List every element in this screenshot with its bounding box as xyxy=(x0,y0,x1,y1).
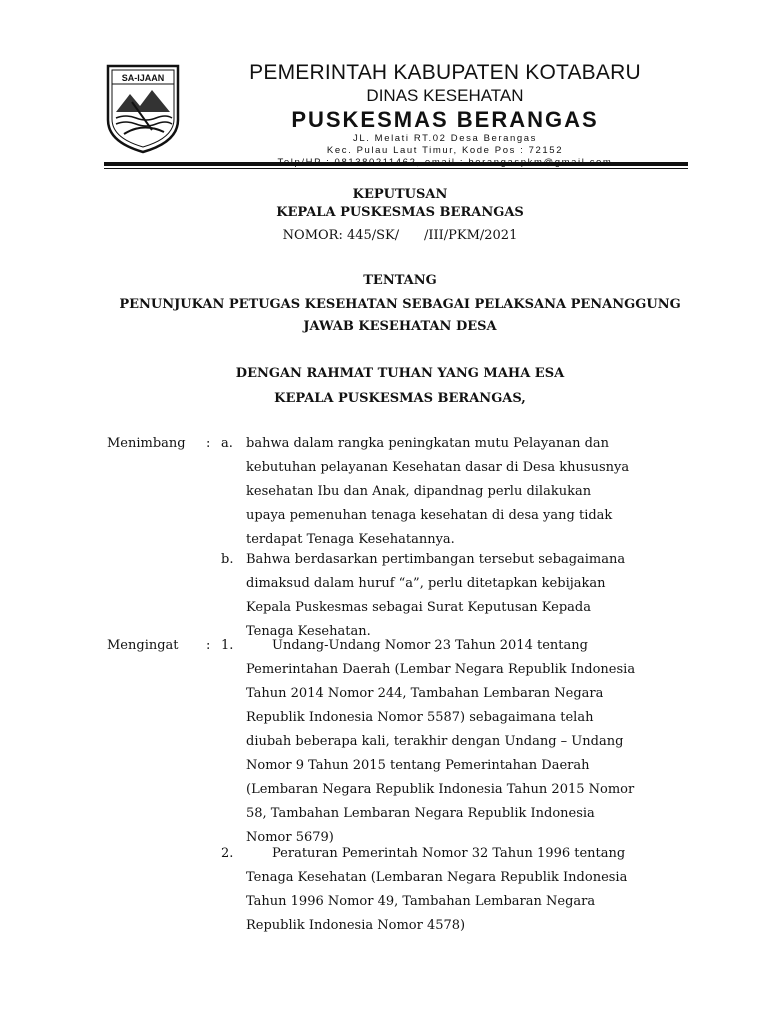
subject-line-1: PENUNJUKAN PETUGAS KESEHATAN SEBAGAI PELAKSANA PENANGGUNG xyxy=(119,297,681,312)
logo-text: SA-IJAAN xyxy=(121,73,165,83)
letterhead-address-2: Kec. Pulau Laut Timur, Kode Pos : 72152 xyxy=(326,145,564,156)
text-line: upaya pemenuhan tenaga kesehatan di desa yang tidak xyxy=(246,508,613,523)
menimbang-colon: : xyxy=(206,436,211,451)
text-line: bahwa dalam rangka peningkatan mutu Pelayanan dan xyxy=(246,436,610,451)
kotabaru-logo-icon xyxy=(102,62,184,154)
letterhead-department: DINAS KESEHATAN xyxy=(366,86,524,105)
mengingat-item-1 xyxy=(246,634,686,850)
letterhead-government: PEMERINTAH KABUPATEN KOTABARU xyxy=(249,61,641,84)
kepala-line: KEPALA PUSKESMAS BERANGAS, xyxy=(274,391,526,406)
text-line: Nomor 9 Tahun 2015 tentang Pemerintahan Daerah xyxy=(246,758,590,773)
text-line: Undang-Undang Nomor 23 Tahun 2014 tentang xyxy=(272,638,588,653)
text-line: diubah beberapa kali, terakhir dengan Undang – Undang xyxy=(246,734,624,749)
mengingat-label: Mengingat xyxy=(107,638,179,653)
letterhead-address-1: JL. Melati RT.02 Desa Berangas xyxy=(352,133,538,144)
text-line: Tenaga Kesehatan (Lembaran Negara Republik Indonesia xyxy=(246,870,628,885)
text-line: kesehatan Ibu dan Anak, dipandnag perlu dilakukan xyxy=(246,484,592,499)
subject-line-2: JAWAB KESEHATAN DESA xyxy=(303,319,497,334)
letterhead-rule-thick xyxy=(104,162,688,166)
mengingat-marker-1: 1. xyxy=(221,638,234,653)
text-line: Tenaga Kesehatan. xyxy=(246,624,371,639)
mengingat-item-2 xyxy=(246,842,686,938)
text-line: Peraturan Pemerintah Nomor 32 Tahun 1996 tentang xyxy=(272,846,626,861)
text-line: Bahwa berdasarkan pertimbangan tersebut sebagaimana xyxy=(246,552,626,567)
rahmat-line: DENGAN RAHMAT TUHAN YANG MAHA ESA xyxy=(235,366,565,381)
menimbang-item-a xyxy=(246,432,686,552)
text-line: kebutuhan pelayanan Kesehatan dasar di Desa khususnya xyxy=(246,460,630,475)
menimbang-marker-b: b. xyxy=(221,552,234,567)
menimbang-item-b xyxy=(246,548,686,644)
letterhead xyxy=(195,60,695,169)
text-line: Republik Indonesia Nomor 5587) sebagaimana telah xyxy=(246,710,594,725)
mengingat-colon: : xyxy=(206,638,211,653)
text-line: Tahun 2014 Nomor 244, Tambahan Lembaran Negara xyxy=(246,686,604,701)
text-line: 58, Tambahan Lembaran Negara Republik Indonesia xyxy=(246,806,595,821)
letterhead-institution: PUSKESMAS BERANGAS xyxy=(291,107,599,132)
text-line: terdapat Tenaga Kesehatannya. xyxy=(246,532,455,547)
text-line: (Lembaran Negara Republik Indonesia Tahun 2015 Nomor xyxy=(246,782,635,797)
menimbang-marker-a: a. xyxy=(221,436,233,451)
text-line: Pemerintahan Daerah (Lembar Negara Republik Indonesia xyxy=(246,662,636,677)
menimbang-label: Menimbang xyxy=(107,436,186,451)
decree-title: KEPUTUSAN xyxy=(352,187,448,202)
tentang-heading: TENTANG xyxy=(363,273,437,288)
text-line: Tahun 1996 Nomor 49, Tambahan Lembaran Negara xyxy=(246,894,596,909)
text-line: Republik Indonesia Nomor 4578) xyxy=(246,918,466,933)
decree-issuer: KEPALA PUSKESMAS BERANGAS xyxy=(276,205,524,220)
text-line: Kepala Puskesmas sebagai Surat Keputusan Kepada xyxy=(246,600,591,615)
text-line: dimaksud dalam huruf “a”, perlu ditetapkan kebijakan xyxy=(246,576,606,591)
mengingat-marker-2: 2. xyxy=(221,846,234,861)
letterhead-rule-thin xyxy=(104,168,688,169)
text-line: Nomor 5679) xyxy=(246,830,334,845)
decree-number: NOMOR: 445/SK/ /III/PKM/2021 xyxy=(282,228,518,243)
